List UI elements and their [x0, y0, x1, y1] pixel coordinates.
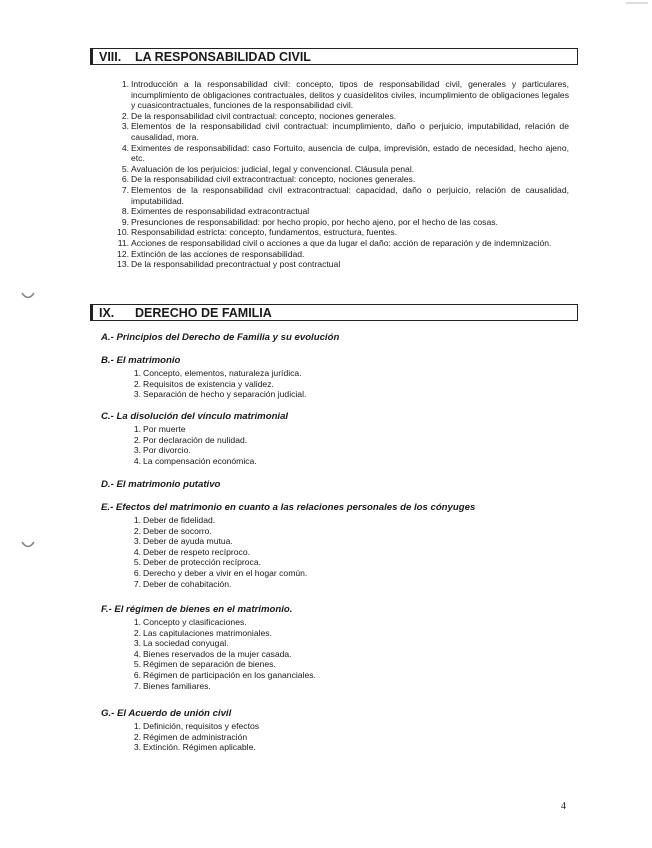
list-item [133, 434, 523, 446]
list-item-number: 5. [133, 557, 141, 568]
list-item [133, 627, 523, 639]
list-item-number: 6. [121, 174, 129, 185]
list-item [133, 567, 523, 579]
list-item [121, 79, 569, 111]
list-item [133, 445, 523, 456]
section-header-responsabilidad-civil [90, 48, 578, 65]
list-item-text: Deber de cohabitación. [143, 578, 232, 589]
list-item [117, 227, 569, 238]
list-item-number: 13. [117, 259, 129, 270]
list-item-number: 2. [133, 434, 141, 445]
list-item [133, 578, 523, 590]
list-item-text: Responsabilidad estricta: concepto, fundamentos, estructura, fuentes. [131, 227, 398, 238]
list-item-number: 5. [133, 659, 141, 670]
section-number: IX. [99, 306, 115, 320]
list-item-number: 7. [133, 680, 141, 691]
list-item-number: 12. [117, 248, 129, 259]
subsection-title: B.- El matrimonio [101, 355, 181, 366]
section-header-derecho-de-familia [90, 304, 578, 321]
list-item-text: Derecho y deber a vivir en el hogar común. [143, 567, 308, 578]
list-item-text: Deber de socorro. [143, 525, 212, 536]
subsection-list [133, 424, 523, 466]
list-item-text: Extinción de las acciones de responsabilidad. [131, 248, 305, 259]
list-item-text: Deber de ayuda mutua. [143, 536, 233, 547]
list-item [133, 378, 523, 390]
punch-hole-mark-icon [20, 291, 36, 301]
list-item-text: Introducción a la responsabilidad civil: concepto, tipos de responsabilidad civil, generales y particulares, incumplimiento de obligaciones contractuales, delitos y cuasidelitos civiles, incumplimiento de obligaciones legales y cuasicontractuales, funciones de la responsabilidad civil. [131, 79, 569, 111]
list-item-text: Definición, requisitos y efectos [143, 721, 260, 731]
list-item-number: 3. [133, 445, 141, 456]
list-item-text: Deber de respeto recíproco. [143, 546, 251, 557]
subsection-title: F.- El régimen de bienes en el matrimonio. [101, 604, 293, 615]
list-item-text: Las capitulaciones matrimoniales. [143, 627, 272, 638]
list-item-text: Requisitos de existencia y validez. [143, 378, 274, 389]
list-item-text: Bienes familiares. [143, 680, 211, 691]
list-item-number: 1. [133, 368, 141, 378]
section-number: VIII. [99, 50, 122, 64]
list-item-text: Elementos de la responsabilidad civil contractual: incumplimiento, daño o perjuicio, imputabilidad, relación de causalidad, mora. [131, 121, 569, 142]
list-item-text: La compensación económica. [143, 455, 257, 466]
subsection-title: A.- Principios del Derecho de Familia y su evolución [101, 332, 340, 343]
list-item [133, 455, 523, 467]
list-item [133, 617, 523, 628]
list-item [133, 389, 523, 400]
list-item [121, 206, 569, 217]
list-item-number: 3. [133, 389, 141, 400]
list-item-text: Extinción. Régimen aplicable. [143, 742, 256, 753]
list-item-number: 8. [121, 206, 129, 217]
list-item-text: Por declaración de nulidad. [143, 434, 248, 445]
list-item-text: Por divorcio. [143, 445, 191, 456]
subsection-title: E.- Efectos del matrimonio en cuanto a las relaciones personales de los cónyuges [101, 502, 476, 513]
scan-edge-mark [626, 2, 648, 4]
list-item [133, 424, 523, 435]
list-item-number: 4. [133, 648, 141, 659]
list-item-number: 3. [133, 742, 141, 753]
page-number: 4 [561, 801, 566, 812]
list-item-text: Elementos de la responsabilidad civil extracontractual: capacidad, daño o perjuicio, relación de causalidad, imputabilidad. [131, 184, 569, 206]
list-item [121, 216, 569, 228]
list-item-number: 7. [133, 578, 141, 589]
list-item-text: La sociedad conyugal. [143, 638, 229, 649]
list-item-number: 7. [121, 184, 129, 195]
list-item-text: Bienes reservados de la mujer casada. [143, 648, 292, 659]
list-item [117, 248, 569, 260]
list-item [133, 536, 523, 547]
list-item-number: 4. [121, 142, 129, 153]
subsection-list [133, 617, 523, 691]
list-item [133, 721, 523, 732]
list-item-text: Eximentes de responsabilidad extracontractual [131, 206, 310, 217]
list-item-text: Concepto, elementos, naturaleza jurídica. [143, 368, 302, 378]
list-item-number: 3. [133, 638, 141, 649]
list-item-number: 2. [133, 627, 141, 638]
list-item [133, 525, 523, 537]
list-item [121, 174, 569, 185]
list-item-number: 2. [133, 378, 141, 389]
punch-hole-mark-icon [20, 540, 36, 550]
list-item-text: Régimen de administración [143, 731, 248, 742]
list-item-number: 2. [133, 731, 141, 742]
list-item [121, 142, 569, 164]
list-item-number: 11. [117, 237, 129, 248]
list-item [121, 110, 569, 122]
list-item [133, 368, 523, 379]
subsection-title: C.- La disolución del vínculo matrimonial [101, 411, 289, 422]
list-item-number: 1. [133, 424, 141, 434]
list-item-number: 1. [121, 79, 129, 89]
list-item-text: Concepto y clasificaciones. [143, 617, 247, 627]
list-item [117, 259, 569, 270]
list-item-text: De la responsabilidad civil contractual: concepto, nociones generales. [131, 110, 397, 121]
section-title: LA RESPONSABILIDAD CIVIL [135, 50, 311, 64]
list-item-number: 1. [133, 721, 141, 731]
list-item-number: 4. [133, 546, 141, 557]
list-item-number: 3. [121, 121, 129, 132]
subsection-list [133, 515, 523, 589]
list-item [133, 669, 523, 681]
list-item-text: Avaluación de los perjuicios: judicial, legal y convencional. Cláusula penal. [131, 163, 415, 174]
list-item-text: Presunciones de responsabilidad: por hecho propio, por hecho ajeno, por el hecho de las cosas. [131, 216, 498, 227]
list-item-text: Acciones de responsabilidad civil o acciones a que da lugar el daño: acción de reparación y de indemnización. [131, 237, 552, 248]
list-item-number: 4. [133, 455, 141, 466]
list-item-text: Deber de fidelidad. [143, 515, 216, 525]
list-item-text: De la responsabilidad precontractual y post contractual [131, 259, 341, 270]
list-item [133, 742, 523, 753]
subsection-title: D.- El matrimonio putativo [101, 479, 221, 490]
list-item-number: 1. [133, 617, 141, 627]
list-item [133, 731, 523, 743]
list-item [133, 680, 523, 692]
list-item-number: 3. [133, 536, 141, 547]
section-title: DERECHO DE FAMILIA [135, 306, 272, 320]
list-item [133, 546, 523, 558]
list-item-text: Separación de hecho y separación judicial. [143, 389, 307, 400]
subsection-list [133, 721, 523, 753]
list-item [117, 237, 569, 249]
list-item-number: 6. [133, 669, 141, 680]
list-item-text: Régimen de separación de bienes. [143, 659, 276, 670]
list-item-number: 10. [117, 227, 129, 238]
list-item [133, 638, 523, 649]
subsection-title: G.- El Acuerdo de unión civil [101, 708, 232, 719]
list-item-text: Régimen de participación en los gananciales. [143, 669, 316, 680]
list-item [133, 659, 523, 670]
list-item [121, 184, 569, 206]
list-item-number: 1. [133, 515, 141, 525]
list-item-number: 5. [121, 163, 129, 174]
list-item-number: 2. [121, 110, 129, 121]
list-item [133, 515, 523, 526]
list-item-text: Deber de protección recíproca. [143, 557, 261, 568]
list-item-number: 9. [121, 216, 129, 227]
list-item-text: Eximentes de responsabilidad: caso Fortuito, ausencia de culpa, imprevisión, estado de necesidad, hecho ajeno, etc. [131, 142, 569, 164]
list-item [133, 557, 523, 568]
list-item-number: 2. [133, 525, 141, 536]
list-item [133, 648, 523, 660]
responsabilidad-civil-list [117, 79, 569, 270]
list-item [121, 163, 569, 175]
subsection-list [133, 368, 523, 400]
list-item-text: Por muerte [143, 424, 186, 434]
list-item [121, 121, 569, 142]
list-item-text: De la responsabilidad civil extracontractual: concepto, nociones generales. [131, 174, 416, 185]
list-item-number: 6. [133, 567, 141, 578]
